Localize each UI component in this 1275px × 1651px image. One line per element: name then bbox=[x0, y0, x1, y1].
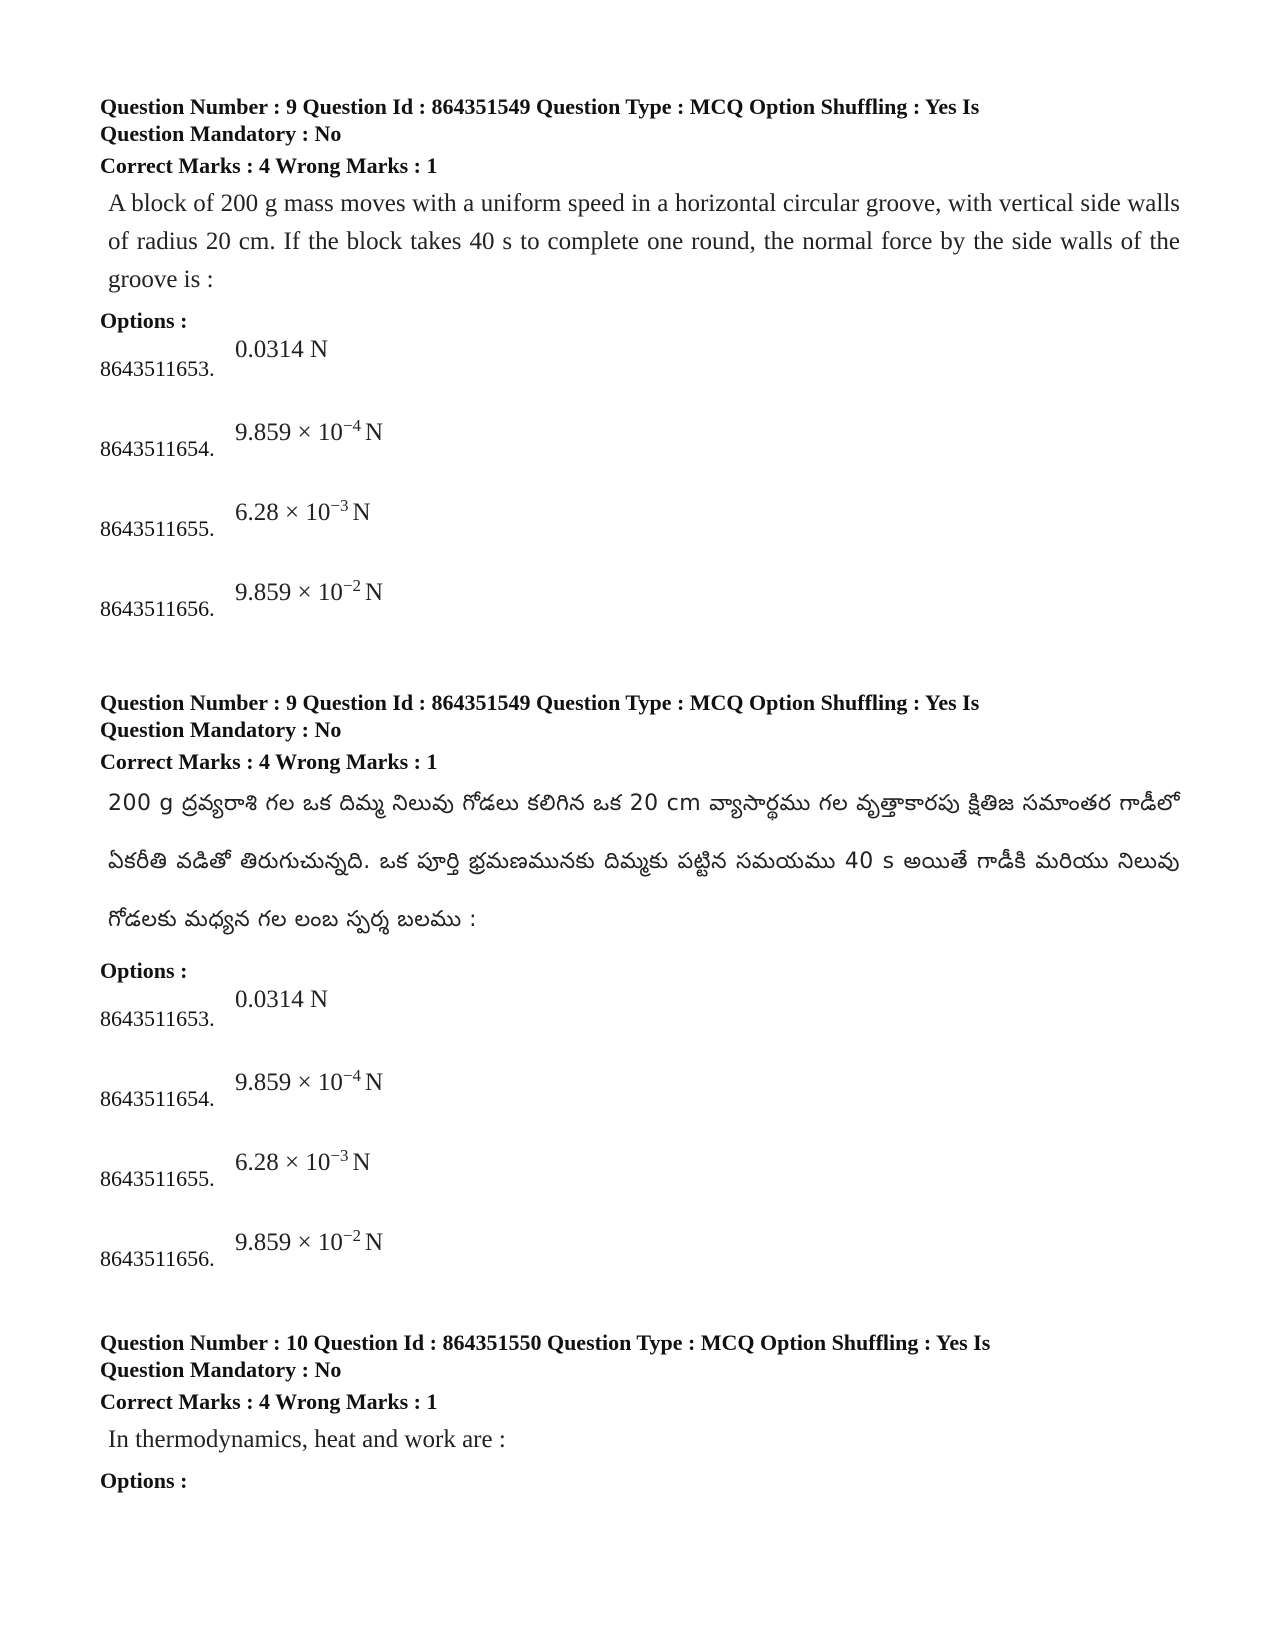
question-text: A block of 200 g mass moves with a uniform speed in a horizontal circular groove, with vertical side walls of radius 20 cm. If the block takes 40 s to complete one round, the normal force by the side walls of the groove is : bbox=[108, 190, 1180, 293]
question-marks: Correct Marks : 4 Wrong Marks : 1 bbox=[100, 1389, 438, 1414]
option-value: $6.28 \times 10^{-3}$ N bbox=[235, 496, 371, 526]
option-row[interactable] bbox=[100, 336, 1180, 416]
option-value: $9.859 \times 10^{-4}$ N bbox=[235, 1066, 384, 1096]
options-label: Options : bbox=[100, 308, 188, 333]
option-value: 0.0314 N bbox=[235, 336, 329, 363]
question-meta bbox=[100, 689, 1180, 775]
option-row[interactable] bbox=[100, 1226, 1180, 1306]
option-value: 0.0314 N bbox=[235, 986, 329, 1013]
question-text: 200 g ద్రవ్యరాశి గల ఒక దిమ్మ నిలువు గోడలు కలిగిన ఒక 20 cm వ్యాసార్థము గల వృత్తాకారపు క్షితిజ సమాంతర గాడీలో ఏకరీతి వడితో తిరుగుచున్నది. ఒక పూర్తి భ్రమణమునకు దిమ్మకు పట్టిన సమయము 40 s అయితే గాడీకి మరియు నిలువు గోడలకు మధ్యన గల లంబ స్పర్శ బలము : bbox=[108, 791, 1180, 932]
question-header-line2: Question Mandatory : No bbox=[100, 121, 342, 146]
option-value: $9.859 \times 10^{-2}$ N bbox=[235, 1226, 384, 1256]
question-header-line1: Question Number : 10 Question Id : 864351550 Question Type : MCQ Option Shuffling : Yes Is bbox=[100, 1330, 991, 1355]
option-id: 8643511656. bbox=[100, 1246, 215, 1271]
option-id: 8643511653. bbox=[100, 1006, 215, 1031]
option-id: 8643511655. bbox=[100, 1166, 215, 1191]
question-block-10 bbox=[100, 1329, 1180, 1494]
option-value: $6.28 \times 10^{-3}$ N bbox=[235, 1146, 371, 1176]
question-header-line2: Question Mandatory : No bbox=[100, 1357, 342, 1382]
options-label: Options : bbox=[100, 958, 188, 983]
question-header-line1: Question Number : 9 Question Id : 864351549 Question Type : MCQ Option Shuffling : Yes Is bbox=[100, 94, 980, 119]
option-row[interactable] bbox=[100, 1066, 1180, 1146]
option-id: 8643511653. bbox=[100, 356, 215, 381]
option-id: 8643511654. bbox=[100, 436, 215, 461]
option-value: $9.859 \times 10^{-4}$ N bbox=[235, 416, 384, 446]
option-row[interactable] bbox=[100, 986, 1180, 1066]
question-marks: Correct Marks : 4 Wrong Marks : 1 bbox=[100, 153, 438, 178]
options-label: Options : bbox=[100, 1468, 188, 1493]
question-marks: Correct Marks : 4 Wrong Marks : 1 bbox=[100, 749, 438, 774]
option-id: 8643511656. bbox=[100, 596, 215, 621]
question-block-telugu bbox=[100, 689, 1180, 1306]
question-header-line2: Question Mandatory : No bbox=[100, 717, 342, 742]
question-header-line1: Question Number : 9 Question Id : 864351549 Question Type : MCQ Option Shuffling : Yes Is bbox=[100, 690, 980, 715]
option-row[interactable] bbox=[100, 416, 1180, 496]
option-value: $9.859 \times 10^{-2}$ N bbox=[235, 576, 384, 606]
option-id: 8643511654. bbox=[100, 1086, 215, 1111]
question-meta bbox=[100, 93, 1180, 179]
question-meta bbox=[100, 1329, 1180, 1415]
question-block-english bbox=[100, 93, 1180, 656]
option-id: 8643511655. bbox=[100, 516, 215, 541]
option-row[interactable] bbox=[100, 576, 1180, 656]
option-row[interactable] bbox=[100, 1146, 1180, 1226]
option-row[interactable] bbox=[100, 496, 1180, 576]
question-text: In thermodynamics, heat and work are : bbox=[108, 1426, 506, 1453]
